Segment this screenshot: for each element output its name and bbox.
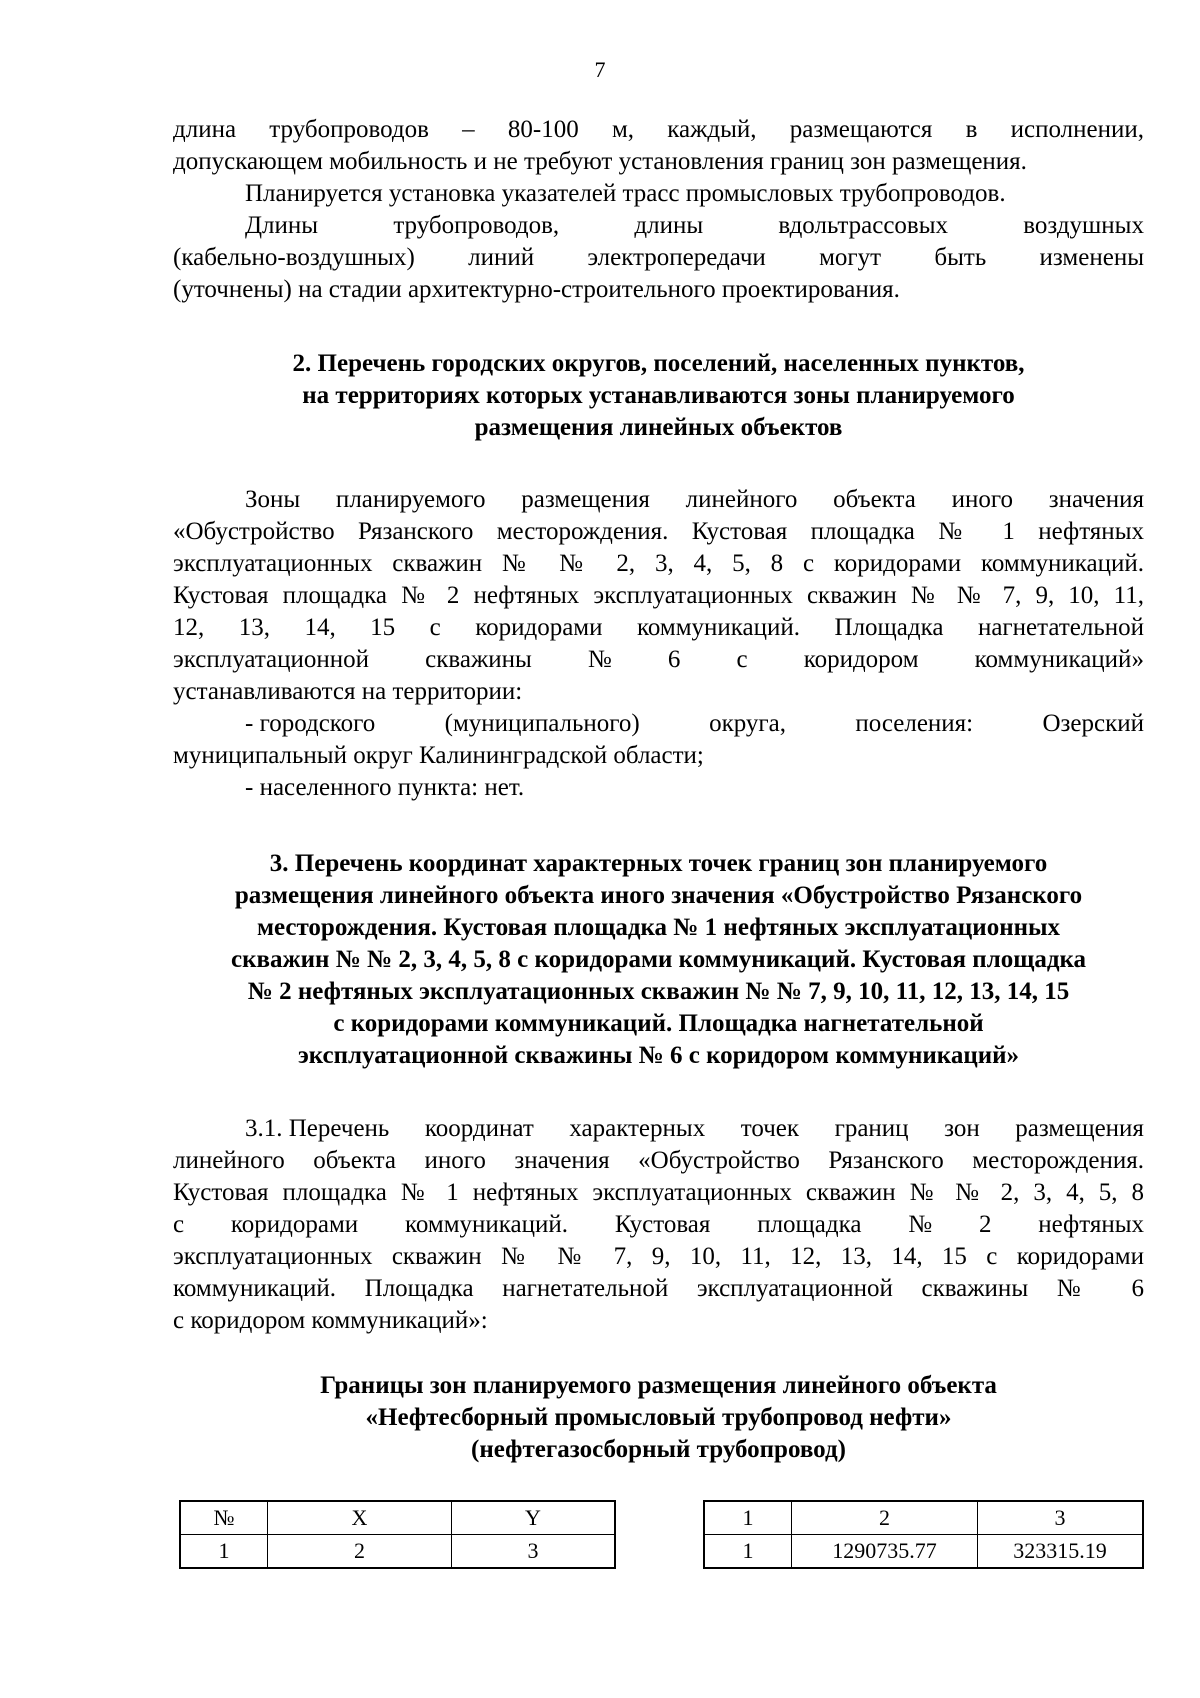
section-3-heading: [173, 848, 1144, 1072]
word: воздушных: [1023, 212, 1144, 239]
text-line: Зоны планируемого размещения линейного объекта иного значения: [245, 486, 1144, 513]
table-row: [704, 1535, 1143, 1569]
section-2-body: [173, 484, 1144, 804]
heading-line: «Нефтесборный промысловый трубопровод нефти»: [365, 1404, 952, 1431]
word: 6: [667, 646, 681, 673]
word: поселения:: [855, 710, 974, 737]
text-line: эксплуатационных скважин № № 2, 3, 4, 5, 8 с коридорами коммуникаций.: [173, 550, 1144, 577]
word: длины: [634, 212, 704, 239]
text-line: допускающем мобильность и не требуют установления границ зон размещения.: [173, 148, 1027, 175]
word: скважины: [425, 646, 532, 673]
text-line: эксплуатационных скважин № № 7, 9, 10, 11, 12, 13, 14, 15 с коридорами: [173, 1243, 1144, 1270]
word: характерных: [569, 1115, 706, 1142]
word: изменены: [1039, 244, 1144, 271]
word: линий: [468, 244, 535, 271]
text-line: [173, 1209, 1144, 1241]
coordinates-table-header: [179, 1500, 616, 1569]
list-item: - населенного пункта: нет.: [245, 774, 525, 801]
heading-line: скважин № № 2, 3, 4, 5, 8 с коридорами коммуникаций. Кустовая площадка: [231, 946, 1086, 973]
word: коридорами: [230, 1211, 359, 1238]
boundaries-title: [173, 1370, 1144, 1466]
text-line: «Обустройство Рязанского месторождения. Кустовая площадка № 1 нефтяных: [173, 518, 1144, 545]
heading-line: (нефтегазосборный трубопровод): [471, 1436, 846, 1463]
word: с: [173, 1211, 185, 1238]
word: 3.1. Перечень: [245, 1115, 390, 1142]
text-line: 12, 13, 14, 15 с коридорами коммуникаций. Площадка нагнетательной: [173, 614, 1144, 641]
text-line: муниципальный округ Калининградской области;: [173, 742, 704, 769]
word: эксплуатационной: [173, 646, 370, 673]
word: Кустовая: [614, 1211, 711, 1238]
text-line: устанавливаются на территории:: [173, 678, 523, 705]
text-line: [173, 210, 1144, 242]
word: вдольтрассовых: [778, 212, 949, 239]
word: 2: [978, 1211, 992, 1238]
word: №: [908, 1211, 933, 1238]
intro-paragraph: [173, 114, 1144, 306]
list-item: [173, 708, 1144, 740]
table-header-cell: 2: [792, 1501, 978, 1535]
section-2-heading: [173, 348, 1144, 444]
table-header-cell: №: [180, 1501, 268, 1535]
word: Озерский: [1042, 710, 1144, 737]
table-cell: 323315.19: [978, 1535, 1144, 1569]
heading-line: № 2 нефтяных эксплуатационных скважин № № 7, 9, 10, 11, 12, 13, 14, 15: [247, 978, 1070, 1005]
text-line: коммуникаций. Площадка нагнетательной эксплуатационной скважины № 6: [173, 1275, 1144, 1302]
text-line: [173, 242, 1144, 274]
text-line: Кустовая площадка № 2 нефтяных эксплуатационных скважин № № 7, 9, 10, 11,: [173, 582, 1144, 609]
table-cell: 3: [452, 1535, 616, 1569]
heading-line: 2. Перечень городских округов, поселений, населенных пунктов,: [292, 350, 1025, 377]
text-line: [173, 1113, 1144, 1145]
word: (кабельно-воздушных): [173, 244, 415, 271]
heading-line: размещения линейного объекта иного значения «Обустройство Рязанского: [234, 882, 1083, 909]
word: площадка: [757, 1211, 862, 1238]
heading-line: размещения линейных объектов: [474, 414, 843, 441]
heading-line: с коридорами коммуникаций. Площадка нагнетательной: [333, 1010, 984, 1037]
word: - городского: [245, 710, 376, 737]
word: коммуникаций.: [404, 1211, 569, 1238]
text-line: Кустовая площадка № 1 нефтяных эксплуатационных скважин № № 2, 3, 4, 5, 8: [173, 1179, 1144, 1206]
coordinates-table: [703, 1500, 1144, 1569]
table-cell: 1290735.77: [792, 1535, 978, 1569]
word: коммуникаций»: [974, 646, 1144, 673]
table-cell: 2: [268, 1535, 452, 1569]
heading-line: эксплуатационной скважины № 6 с коридором коммуникаций»: [297, 1042, 1020, 1069]
word: трубопроводов,: [393, 212, 560, 239]
word: электропередачи: [587, 244, 766, 271]
text-line: с коридором коммуникаций»:: [173, 1307, 488, 1334]
table-cell: 1: [180, 1535, 268, 1569]
text-line: [173, 484, 1144, 516]
word: координат: [424, 1115, 534, 1142]
heading-line: 3. Перечень координат характерных точек границ зон планируемого: [269, 850, 1048, 877]
heading-line: месторождения. Кустовая площадка № 1 нефтяных эксплуатационных: [256, 914, 1061, 941]
text-line: линейного объекта иного значения «Обустройство Рязанского месторождения.: [173, 1147, 1144, 1174]
text-line: [173, 114, 1144, 146]
text-line: [173, 644, 1144, 676]
table-header-cell: X: [268, 1501, 452, 1535]
table-row: [704, 1501, 1143, 1535]
word: (муниципального): [444, 710, 640, 737]
table-row: [180, 1535, 615, 1569]
word: №: [587, 646, 612, 673]
table-header-cell: Y: [452, 1501, 616, 1535]
word: Длины: [245, 212, 319, 239]
word: округа,: [709, 710, 786, 737]
word: быть: [934, 244, 987, 271]
word: могут: [819, 244, 882, 271]
word: коридором: [803, 646, 919, 673]
word: границ: [834, 1115, 909, 1142]
table-header-cell: 3: [978, 1501, 1144, 1535]
word: размещения: [1015, 1115, 1144, 1142]
word: нефтяных: [1038, 1211, 1144, 1238]
word: зон: [944, 1115, 980, 1142]
text-line: (уточнены) на стадии архитектурно-строительного проектирования.: [173, 276, 900, 303]
text-line: длина трубопроводов – 80-100 м, каждый, размещаются в исполнении,: [173, 116, 1144, 143]
table-row: [180, 1501, 615, 1535]
table-cell: 1: [704, 1535, 792, 1569]
heading-line: на территориях которых устанавливаются зоны планируемого: [302, 382, 1015, 409]
table-header-cell: 1: [704, 1501, 792, 1535]
text-line: Планируется установка указателей трасс промысловых трубопроводов.: [245, 180, 1006, 207]
page-number: 7: [594, 57, 606, 82]
word: с: [736, 646, 748, 673]
paragraph-3-1: [173, 1113, 1144, 1337]
heading-line: Границы зон планируемого размещения линейного объекта: [320, 1372, 997, 1399]
word: точек: [740, 1115, 800, 1142]
